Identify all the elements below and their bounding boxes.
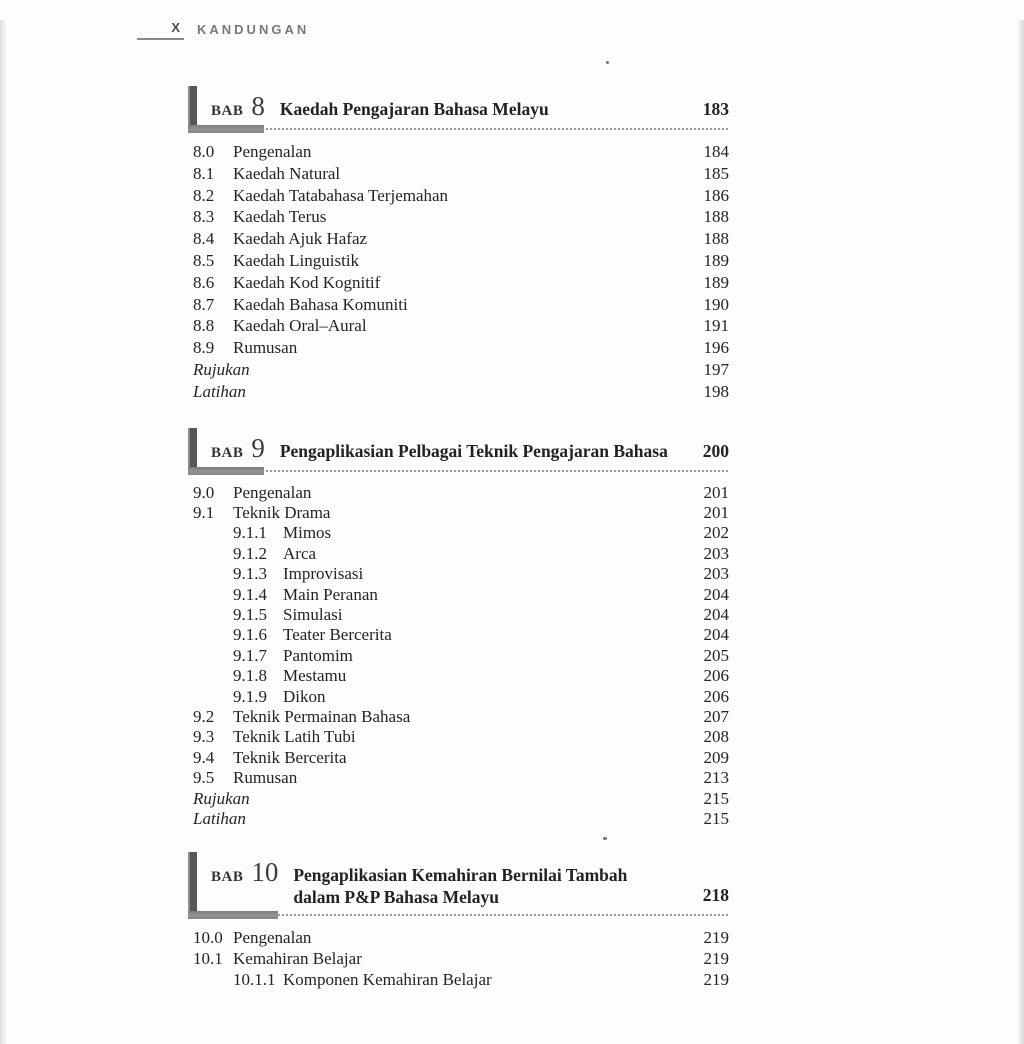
entry-title: Kaedah Linguistik	[233, 250, 360, 270]
toc-entry	[193, 163, 729, 185]
entry-number: 9.1	[193, 502, 215, 522]
chapter-bracket-icon	[188, 467, 264, 475]
entry-title: Pengenalan	[233, 142, 312, 161]
entry-page-number: 219	[703, 949, 729, 969]
entry-page-number: 185	[703, 163, 729, 183]
entry-title: Kaedah Bahasa Komuniti	[233, 294, 408, 314]
toc-entry	[193, 294, 729, 316]
entry-page-number: 213	[703, 768, 729, 788]
chapter-header	[188, 89, 729, 133]
entry-page-number: 189	[703, 272, 729, 292]
entry-page-number: 189	[703, 250, 729, 270]
toc-entry	[193, 748, 729, 768]
entry-title: Kaedah Tatabahasa Terjemahan	[233, 185, 449, 205]
entry-number: 8.8	[193, 316, 215, 336]
entry-title: Rumusan	[233, 768, 298, 788]
entry-title: Rujukan	[193, 359, 250, 379]
dotted-rule	[190, 470, 729, 472]
entry-number: 10.0	[193, 928, 223, 948]
entry-number: 9.2	[193, 707, 215, 727]
entry-page-number: 207	[703, 707, 729, 727]
entry-title: Latihan	[193, 809, 246, 829]
entry-number: 8.5	[193, 250, 215, 270]
chapter-bracket-icon	[188, 852, 197, 919]
toc-entry	[193, 359, 729, 381]
dotted-rule	[190, 128, 729, 130]
toc-entry	[193, 948, 729, 969]
toc-entry	[193, 727, 729, 747]
bab-label: BAB	[211, 444, 244, 461]
entry-page-number: 188	[703, 229, 729, 249]
entry-page-number: 215	[703, 809, 729, 829]
toc-entry	[193, 687, 729, 707]
chapter-title-line	[211, 433, 729, 464]
entry-title: Kaedah Kod Kognitif	[233, 272, 381, 292]
chapter-header	[188, 855, 729, 919]
entry-page-number: 202	[703, 523, 729, 543]
entry-number: 9.1.4	[233, 584, 267, 604]
entry-title: Kemahiran Belajar	[233, 949, 362, 969]
entry-page-number: 201	[703, 502, 729, 522]
entry-title: Rumusan	[233, 338, 298, 358]
scan-edge-right	[1017, 20, 1024, 1044]
chapter-header	[188, 431, 729, 475]
toc-rows	[193, 927, 729, 990]
toc-entry	[193, 564, 729, 584]
entry-title: Arca	[283, 543, 317, 563]
toc-entry	[193, 228, 729, 250]
toc-rows	[193, 141, 729, 403]
chapter-section	[188, 855, 729, 990]
chapter-number: 8	[251, 91, 265, 121]
entry-number: 9.1.9	[233, 686, 267, 706]
entry-number: 9.4	[193, 747, 215, 767]
entry-number: 8.6	[193, 272, 215, 292]
entry-number: 8.9	[193, 338, 215, 358]
entry-page-number: 215	[703, 788, 729, 808]
chapter-number: 10	[251, 857, 279, 888]
entry-number: 9.1.8	[233, 666, 267, 686]
entry-page-number: 197	[703, 359, 729, 379]
entry-title: Pengenalan	[233, 482, 312, 502]
entry-number: 9.1.7	[233, 645, 267, 665]
entry-page-number: 203	[703, 564, 729, 584]
chapter-section	[188, 431, 729, 830]
entry-page-number: 203	[703, 543, 729, 563]
entry-number: 9.1.5	[233, 605, 267, 624]
toc-entry	[193, 707, 729, 727]
toc-entry	[193, 544, 729, 564]
toc-entry	[193, 969, 729, 990]
toc-entry	[193, 523, 729, 543]
toc-entry	[193, 585, 729, 605]
entry-title: Teater Bercerita	[283, 625, 392, 645]
toc-entry	[193, 625, 729, 645]
entry-title: Latihan	[193, 381, 246, 401]
toc-entry	[193, 141, 729, 163]
entry-page-number: 208	[703, 727, 729, 747]
entry-number: 9.1.3	[233, 564, 267, 584]
entry-title: Mimos	[283, 523, 332, 543]
toc-rows	[193, 483, 729, 830]
chapter-title: Pengaplikasian Kemahiran Bernilai Tambah dalam P&P Bahasa Melayu	[293, 865, 628, 908]
entry-page-number: 206	[703, 666, 729, 686]
entry-page-number: 204	[703, 584, 729, 604]
chapter-title: Kaedah Pengajaran Bahasa Melayu	[279, 99, 549, 119]
entry-title: Kaedah Oral–Aural	[233, 316, 367, 336]
entry-title: Kaedah Terus	[233, 207, 327, 227]
entry-page-number: 184	[703, 142, 729, 161]
chapter-title-line	[211, 857, 729, 908]
toc-entry	[193, 605, 729, 625]
chapter-title-line	[211, 91, 729, 122]
entry-number: 8.7	[193, 294, 215, 314]
toc-entry	[193, 768, 729, 788]
chapter-bracket-icon	[188, 125, 264, 133]
entry-number: 10.1.1	[233, 970, 276, 990]
entry-title: Teknik Bercerita	[233, 747, 347, 767]
toc-entry	[193, 272, 729, 294]
folio-page-number: X	[137, 20, 184, 40]
entry-page-number: 198	[703, 381, 729, 401]
chapter-page-number: 183	[702, 99, 729, 119]
toc-entry	[193, 337, 729, 359]
entry-number: 8.1	[193, 163, 215, 183]
entry-page-number: 186	[703, 185, 729, 205]
entry-title: Dikon	[283, 686, 326, 706]
entry-number: 8.3	[193, 207, 215, 227]
entry-page-number: 188	[703, 207, 729, 227]
running-head-title: KANDUNGAN	[197, 22, 310, 37]
bab-label: BAB	[211, 869, 244, 886]
entry-title: Rujukan	[193, 788, 250, 808]
toc-entry	[193, 809, 729, 829]
entry-number: 9.1.2	[233, 543, 267, 563]
entry-page-number: 206	[703, 686, 729, 706]
entry-number: 8.4	[193, 229, 215, 249]
scan-edge-left	[0, 20, 7, 1044]
entry-page-number: 190	[703, 294, 729, 314]
entry-number: 8.0	[193, 142, 215, 161]
entry-page-number: 204	[703, 625, 729, 645]
entry-title: Kaedah Natural	[233, 163, 341, 183]
toc-entry	[193, 315, 729, 337]
chapter-number: 9	[251, 432, 265, 463]
entry-page-number: 205	[703, 645, 729, 665]
entry-page-number: 209	[703, 747, 729, 767]
running-head	[137, 20, 1024, 40]
entry-page-number: 204	[703, 605, 729, 624]
entry-number: 8.2	[193, 185, 215, 205]
chapter-title: Pengaplikasian Pelbagai Teknik Pengajaran Bahasa	[279, 440, 668, 461]
bab-label: BAB	[211, 103, 244, 119]
entry-number: 9.1.6	[233, 625, 267, 645]
toc-entry	[193, 206, 729, 228]
entry-title: Pengenalan	[233, 928, 312, 948]
entry-page-number: 196	[703, 338, 729, 358]
toc-entry	[193, 185, 729, 207]
entry-title: Pantomim	[283, 645, 353, 665]
entry-title: Main Peranan	[283, 584, 378, 604]
entry-number: 9.3	[193, 727, 215, 747]
entry-title: Mestamu	[283, 666, 347, 686]
entry-title: Kaedah Ajuk Hafaz	[233, 229, 368, 249]
entry-title: Komponen Kemahiran Belajar	[283, 970, 492, 990]
chapter-page-number: 200	[702, 440, 729, 461]
entry-number: 9.0	[193, 482, 215, 502]
entry-title: Teknik Latih Tubi	[233, 727, 356, 747]
entry-page-number: 201	[703, 482, 729, 502]
entry-page-number: 191	[703, 316, 729, 336]
toc-entry	[193, 789, 729, 809]
chapter-bracket-icon	[188, 911, 278, 919]
toc-entry	[193, 381, 729, 403]
entry-page-number: 219	[703, 970, 729, 990]
entry-title: Teknik Drama	[233, 502, 331, 522]
chapter-page-number: 218	[702, 885, 729, 906]
entry-number: 9.1.1	[233, 523, 267, 543]
entry-title: Improvisasi	[283, 564, 364, 584]
entry-title: Teknik Permainan Bahasa	[233, 707, 411, 727]
toc-content	[188, 56, 729, 990]
scanned-page	[0, 20, 1024, 1044]
toc-entry	[193, 646, 729, 666]
chapter-section	[188, 89, 729, 403]
entry-number: 10.1	[193, 949, 223, 969]
toc-entry	[193, 666, 729, 686]
toc-entry	[193, 250, 729, 272]
entry-title: Simulasi	[283, 605, 343, 624]
toc-entry	[193, 483, 729, 503]
entry-page-number: 219	[703, 928, 729, 948]
toc-entry	[193, 503, 729, 523]
entry-number: 9.5	[193, 768, 215, 788]
toc-entry	[193, 927, 729, 948]
